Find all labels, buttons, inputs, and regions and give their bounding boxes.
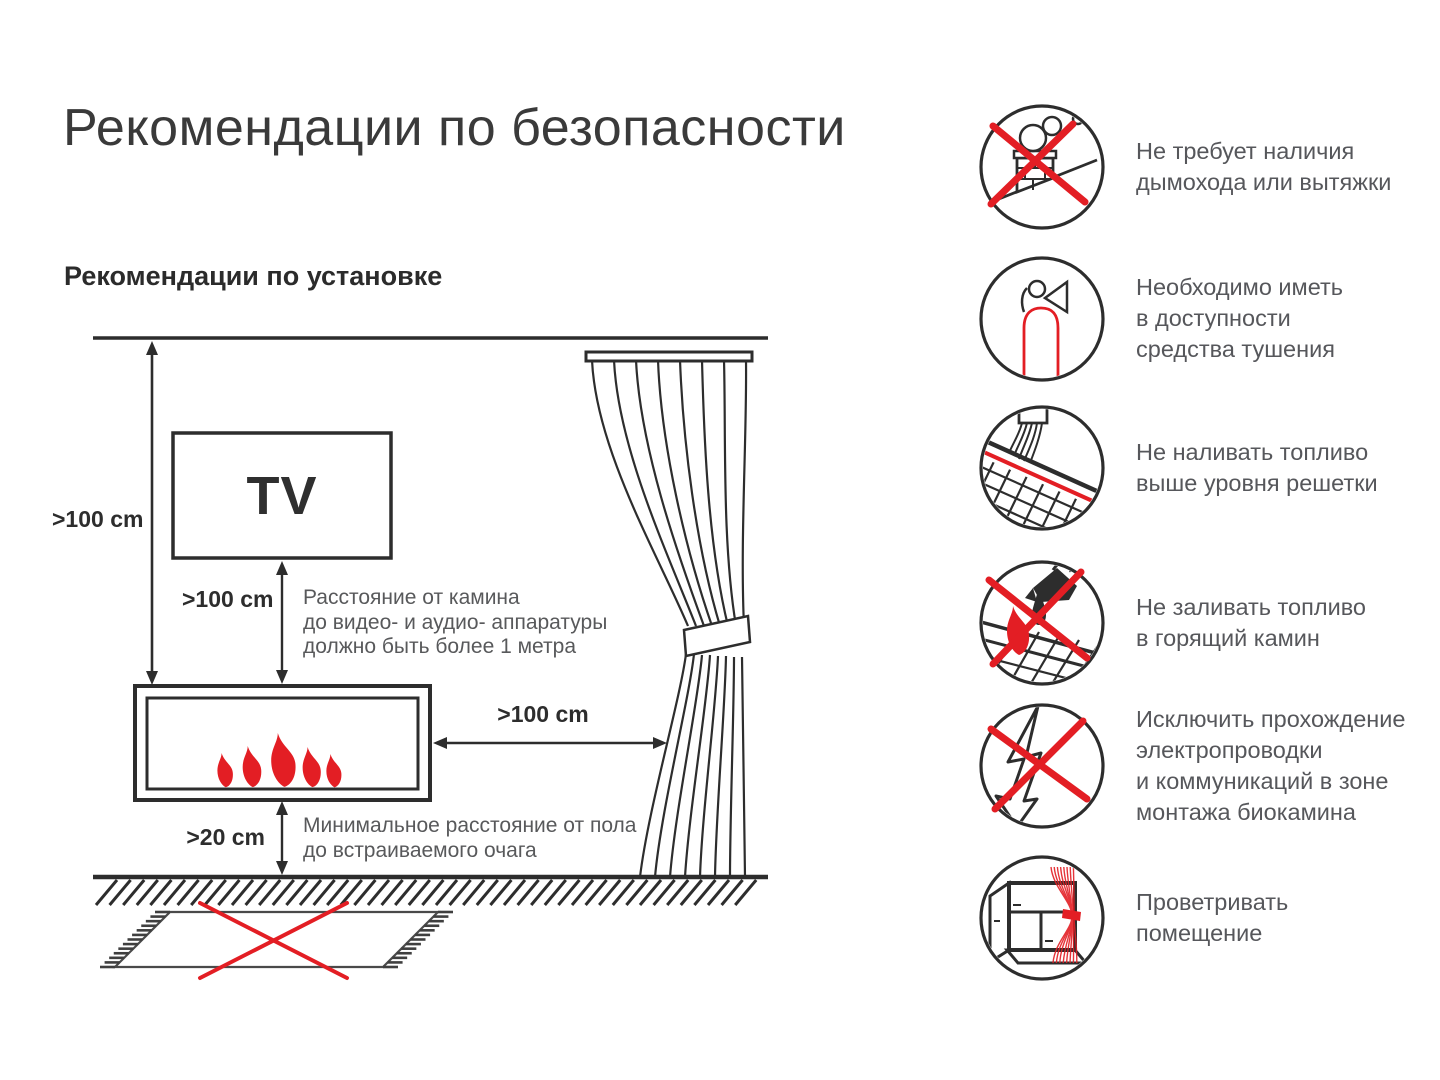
curtain-rod: [586, 352, 752, 361]
safety-line: Не наливать топливо: [1136, 439, 1369, 465]
safety-line: Исключить прохождение: [1136, 706, 1406, 732]
dim-arrow-fireplace-to-floor: [276, 801, 288, 875]
dim-arrow-fireplace-to-curtain: [433, 737, 667, 749]
safety-line: в доступности: [1136, 305, 1291, 331]
fire-extinguisher-icon: [977, 254, 1107, 384]
safety-item-text: [1136, 272, 1343, 365]
carpet: [100, 903, 453, 978]
dim-arrow-ceiling-to-fireplace: [146, 341, 158, 685]
note-floor-distance: [303, 814, 636, 863]
safety-line: Необходимо иметь: [1136, 274, 1344, 300]
fuel-level-icon: [977, 403, 1107, 533]
note-line: Минимальное расстояние от пола: [303, 814, 637, 837]
note-line: до видео- и аудио- аппаратуры: [303, 610, 608, 634]
safety-line: монтажа биокамина: [1136, 799, 1356, 825]
page-title: Рекомендации по безопасности: [63, 99, 846, 157]
safety-line: средства тушения: [1136, 336, 1335, 362]
safety-line: Проветривать: [1136, 889, 1289, 915]
curtain: [586, 352, 752, 877]
safety-line: электропроводки: [1136, 737, 1323, 763]
dim-label-ceiling: >100 cm: [52, 506, 144, 532]
dim-label-floor: >20 cm: [186, 824, 265, 850]
note-tv-distance: [303, 586, 607, 660]
safety-line: в горящий камин: [1136, 625, 1320, 651]
safety-line: дымохода или вытяжки: [1136, 169, 1392, 195]
section-title: Рекомендации по установке: [64, 261, 443, 291]
safety-item-text: [1136, 136, 1391, 198]
dim-label-tv-fireplace: >100 cm: [182, 586, 274, 612]
note-line: до встраиваемого очага: [303, 838, 537, 862]
dim-arrow-tv-to-fireplace: [276, 561, 288, 684]
safety-line: Не заливать топливо: [1136, 594, 1366, 620]
note-line: Расстояние от камина: [303, 586, 520, 609]
safety-item-text: [1136, 437, 1378, 499]
note-line: должно быть более 1 метра: [303, 635, 576, 658]
no-chimney-icon: [977, 102, 1107, 232]
fireplace: [135, 686, 430, 800]
safety-item-text: [1136, 592, 1366, 654]
safety-line: Не требует наличия: [1136, 138, 1355, 164]
dim-label-curtain: >100 cm: [497, 701, 589, 727]
floor-hatching: [96, 880, 756, 905]
tv-label: TV: [246, 465, 318, 526]
safety-line: помещение: [1136, 920, 1263, 946]
no-wiring-icon: [977, 701, 1107, 831]
safety-line: выше уровня решетки: [1136, 470, 1378, 496]
safety-item-text: [1136, 887, 1288, 949]
no-refill-burning-icon: [977, 558, 1107, 688]
ventilate-icon: [977, 853, 1107, 983]
safety-item-text: [1136, 704, 1405, 828]
safety-line: и коммуникаций в зоне: [1136, 768, 1389, 794]
